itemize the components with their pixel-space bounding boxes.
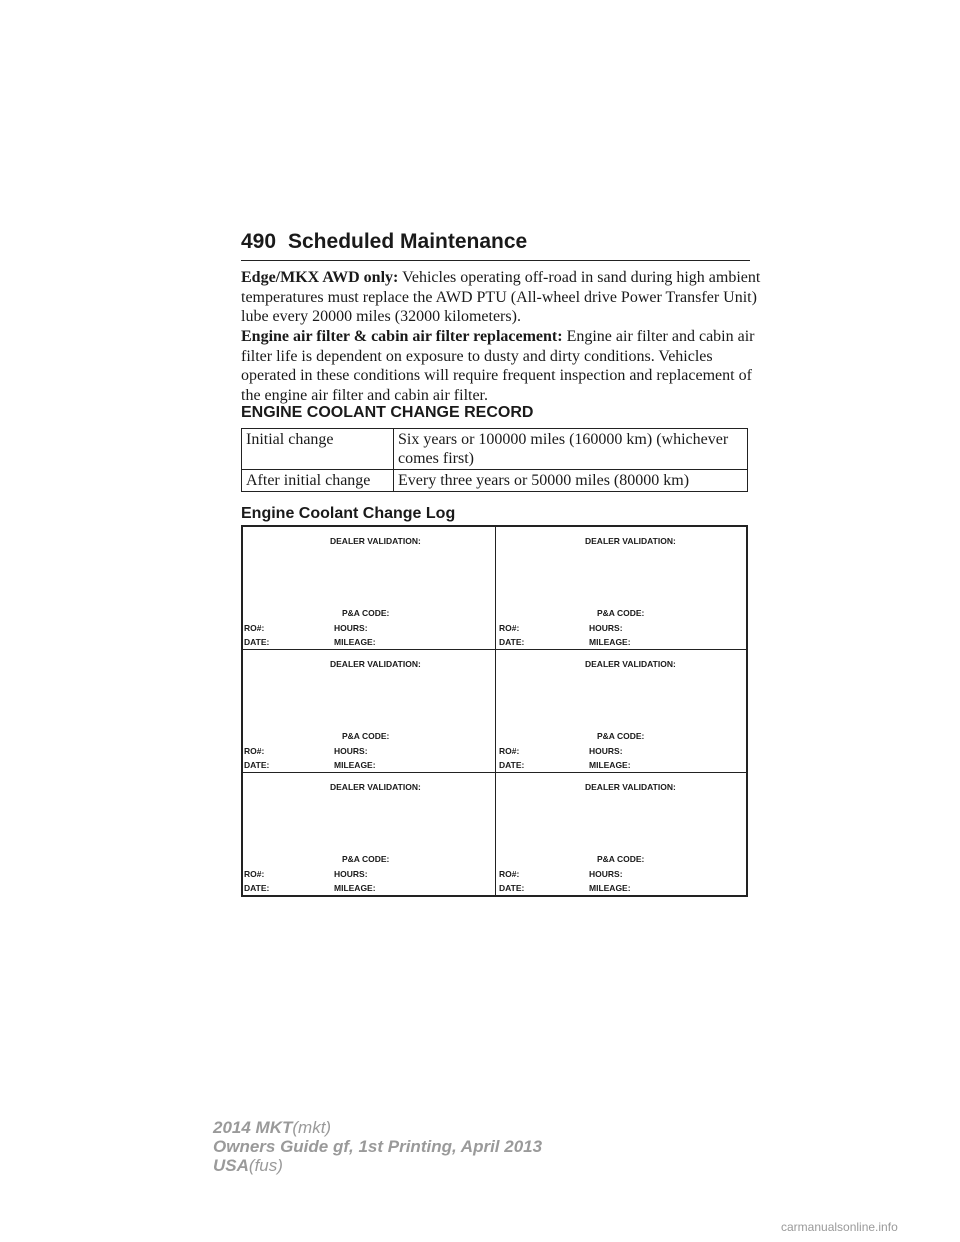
- date-label: DATE:: [244, 637, 270, 647]
- log-entry: [499, 650, 752, 773]
- pa-code-label: P&A CODE:: [342, 608, 390, 618]
- mileage-label: MILEAGE:: [589, 760, 631, 770]
- date-label: DATE:: [244, 760, 270, 770]
- pa-code-label: P&A CODE:: [342, 731, 390, 741]
- pa-code-label: P&A CODE:: [597, 608, 645, 618]
- date-label: DATE:: [499, 883, 525, 893]
- dealer-validation-label: DEALER VALIDATION:: [585, 659, 676, 669]
- section-title: Scheduled Maintenance: [288, 230, 528, 253]
- coolant-change-log: [241, 525, 748, 897]
- table-cell-value: Six years or 100000 miles (160000 km) (whichever comes first): [394, 429, 748, 470]
- page-header: [241, 230, 750, 261]
- dealer-validation-label: DEALER VALIDATION:: [330, 536, 421, 546]
- footer-printing: Owners Guide gf, 1st Printing, April 2013: [213, 1137, 543, 1156]
- footer-line-model: [213, 1118, 542, 1137]
- log-entry: [244, 527, 497, 650]
- dealer-validation-label: DEALER VALIDATION:: [585, 782, 676, 792]
- ro-label: RO#:: [244, 746, 265, 756]
- footer-market: USA: [213, 1156, 249, 1175]
- coolant-record-table: [241, 428, 748, 492]
- table-cell-label: Initial change: [242, 429, 394, 470]
- ro-label: RO#:: [499, 746, 520, 756]
- table-cell-label: After initial change: [242, 470, 394, 492]
- mileage-label: MILEAGE:: [589, 883, 631, 893]
- table-row: [242, 429, 748, 470]
- hours-label: HOURS:: [589, 869, 623, 879]
- paragraph-air-filter: [241, 327, 761, 405]
- mileage-label: MILEAGE:: [334, 760, 376, 770]
- pa-code-label: P&A CODE:: [342, 854, 390, 864]
- ro-label: RO#:: [244, 623, 265, 633]
- log-entry: [244, 650, 497, 773]
- ro-label: RO#:: [244, 869, 265, 879]
- paragraph-text: Vehicles operating off-road in sand during high ambient temperatures must replace the AWD PTU (All-wheel drive Power Transfer Unit) lube every 20000 miles (32000 kilometers).: [241, 269, 761, 325]
- dealer-validation-label: DEALER VALIDATION:: [330, 782, 421, 792]
- footer-line-market: [213, 1156, 542, 1175]
- footer-model: 2014 MKT: [213, 1118, 293, 1137]
- dealer-validation-label: DEALER VALIDATION:: [585, 536, 676, 546]
- footer-model-code: (mkt): [292, 1118, 332, 1137]
- paragraph-lead: Engine air filter & cabin air filter replacement:: [241, 328, 563, 345]
- pa-code-label: P&A CODE:: [597, 854, 645, 864]
- hours-label: HOURS:: [334, 869, 368, 879]
- date-label: DATE:: [499, 760, 525, 770]
- ro-label: RO#:: [499, 869, 520, 879]
- hours-label: HOURS:: [589, 746, 623, 756]
- record-heading: ENGINE COOLANT CHANGE RECORD: [241, 404, 534, 421]
- log-heading: Engine Coolant Change Log: [241, 505, 456, 522]
- page-number: 490: [241, 230, 277, 253]
- pa-code-label: P&A CODE:: [597, 731, 645, 741]
- hours-label: HOURS:: [334, 623, 368, 633]
- mileage-label: MILEAGE:: [334, 637, 376, 647]
- log-entry: [499, 527, 752, 650]
- print-footer: [213, 1118, 542, 1175]
- paragraph-text: Engine air filter and cabin air filter life is dependent on exposure to dusty and dirty conditions. Vehicles operated in these conditions will require frequent inspection and replacement of the engine air filter and cabin air filter.: [241, 328, 755, 404]
- watermark: carmanualsonline.info: [781, 1220, 898, 1234]
- date-label: DATE:: [244, 883, 270, 893]
- mileage-label: MILEAGE:: [589, 637, 631, 647]
- log-entry: [499, 773, 752, 896]
- table-cell-value: Every three years or 50000 miles (80000 km): [394, 470, 748, 492]
- table-row: [242, 470, 748, 492]
- date-label: DATE:: [499, 637, 525, 647]
- footer-market-code: (fus): [248, 1156, 283, 1175]
- hours-label: HOURS:: [589, 623, 623, 633]
- paragraph-lead: Edge/MKX AWD only:: [241, 269, 399, 286]
- hours-label: HOURS:: [334, 746, 368, 756]
- log-entry: [244, 773, 497, 896]
- ro-label: RO#:: [499, 623, 520, 633]
- mileage-label: MILEAGE:: [334, 883, 376, 893]
- dealer-validation-label: DEALER VALIDATION:: [330, 659, 421, 669]
- paragraph-awd: [241, 268, 761, 327]
